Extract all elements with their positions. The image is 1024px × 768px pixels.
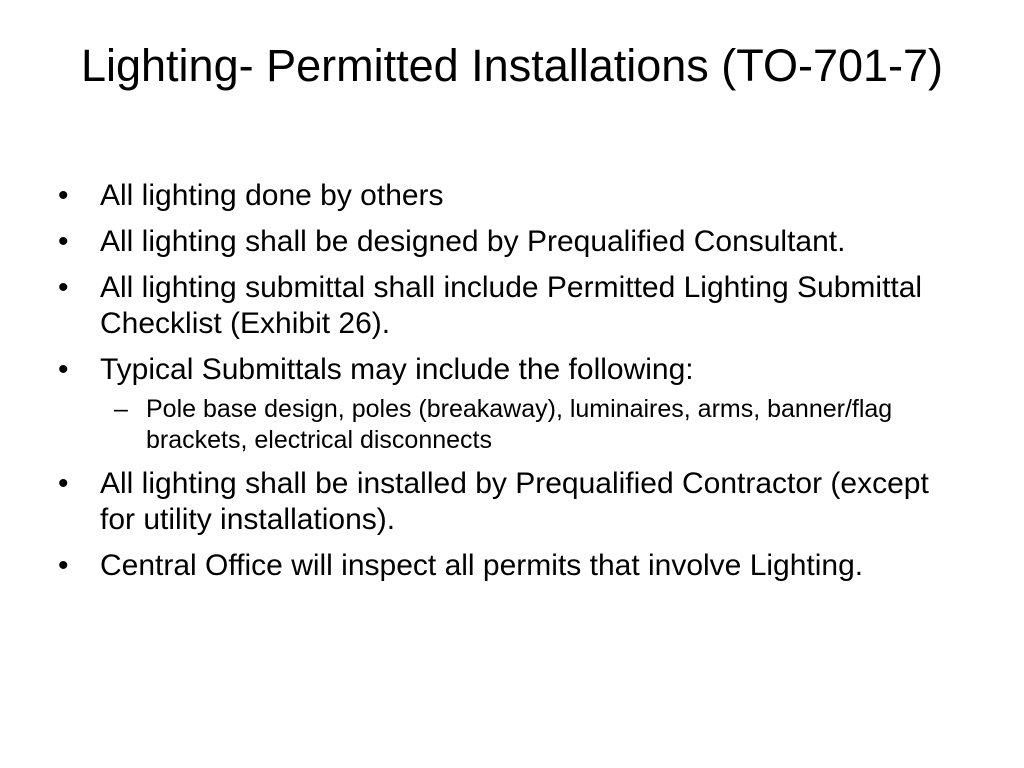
bullet-icon: • — [58, 179, 69, 212]
list-item — [58, 224, 958, 260]
list-item-text: All lighting shall be designed by Prequalified Consultant. — [100, 225, 846, 258]
list-item — [58, 466, 958, 538]
bullet-icon: • — [58, 271, 69, 304]
sub-list-item-text: Pole base design, poles (breakaway), luminaires, arms, banner/flag brackets, electrical disconnects — [146, 395, 893, 454]
list-item — [58, 270, 958, 342]
bullet-list — [58, 178, 958, 594]
list-item — [58, 548, 958, 584]
sub-list-item — [58, 394, 958, 456]
list-item-text: All lighting shall be installed by Prequalified Contractor (except for utility installations). — [100, 467, 929, 536]
bullet-icon: • — [58, 353, 69, 386]
list-item-text: Typical Submittals may include the following: — [100, 353, 694, 386]
list-item — [58, 352, 958, 388]
bullet-icon: • — [58, 549, 69, 582]
list-item-text: Central Office will inspect all permits that involve Lighting. — [100, 549, 864, 582]
dash-icon: – — [114, 395, 128, 423]
list-item — [58, 178, 958, 214]
bullet-icon: • — [58, 225, 69, 258]
slide-title: Lighting- Permitted Installations (TO-701-7) — [80, 40, 944, 91]
list-item-text: All lighting submittal shall include Permitted Lighting Submittal Checklist (Exhibit 26). — [100, 271, 923, 340]
list-item-text: All lighting done by others — [100, 179, 444, 212]
bullet-icon: • — [58, 467, 69, 500]
